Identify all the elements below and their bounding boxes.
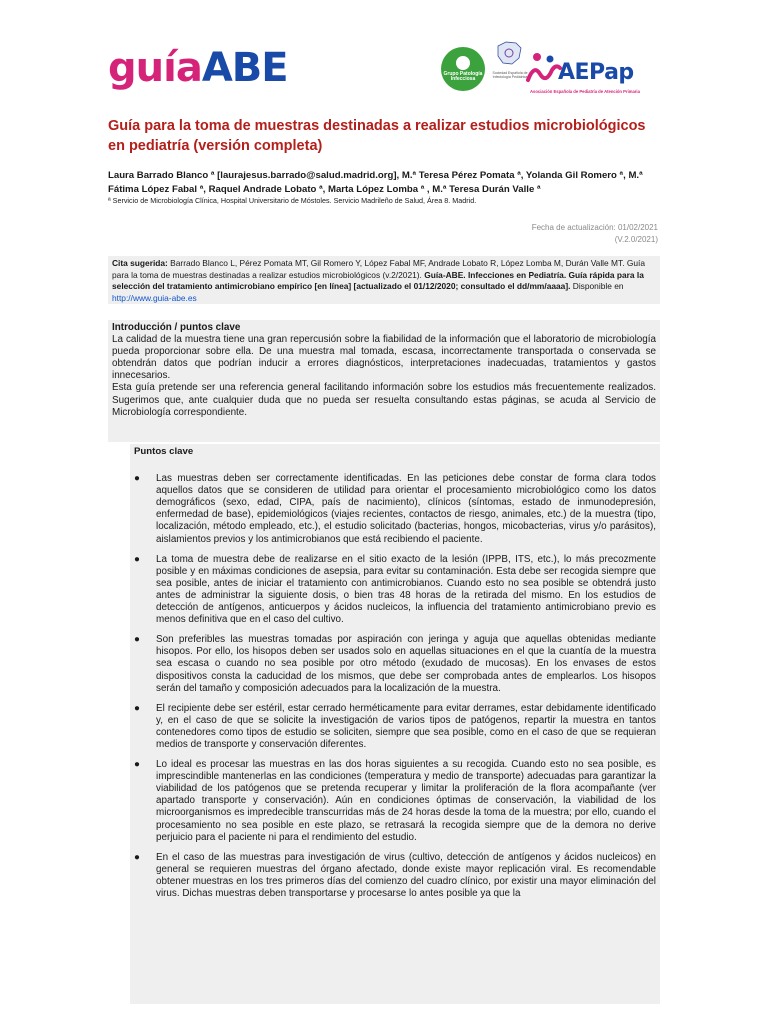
citation-available: Disponible en [570,281,624,291]
seip-map-logo [494,38,524,68]
intro-paragraph-1: La calidad de la muestra tiene una gran repercusión sobre la fiabilidad de la información que el laboratorio de microbiología pueda proporcionar sobre ella. De una muestra mal tomada, escasa, incorrectamente transportada o conservada se obtendrán datos que podrían inducir a errores diagnósticos, interpretaciones inadecuadas, tratamientos y gastos innecesarios. [112,334,656,382]
page-header: guíaABE Grupo Patología Infecciosa Sociedad Española de Infectología Pediátrica AEPap Asociación Española de Pediatría de Atención Primaria [0,0,768,105]
list-item: ● La toma de muestra debe de realizarse en el sitio exacto de la lesión (IPPB, ITS, etc.), lo más precozmente posible y en máximas condiciones de asepsia, para evitar su contaminación. Esta debe ser recogida siempre que sea posible, antes de iniciar el tratamiento con antimicrobianos. Cuando esto no sea posible se obtendrá justo antes de administrar la siguiente dosis, o bien tras 48 horas de la retirada del mismo. En los estudios de detección de antígenos, anticuerpos y ácidos nucleicos, la influencia del tratamiento antimicrobiano previo es menos definitiva que en el caso del cultivo. [134,553,656,626]
key-points-box [130,444,660,1004]
affiliation: ª Servicio de Microbiología Clínica, Hospital Universitario de Móstoles. Servicio Madrileño de Salud, Área 8. Madrid. [108,196,477,205]
document-title: Guía para la toma de muestras destinadas a realizar estudios microbiológicos en pediatría (versión completa) [108,118,646,154]
list-item: ● Son preferibles las muestras tomadas por aspiración con jeringa y aguja que aquellas obtenidas mediante hisopos. Por ello, los hisopos deben ser usados solo en aquellas situaciones en el que la cuantía de la muestra sea escasa o cuando no sea posible por otro método (exudado de mucosas). En los envases de estos dispositivos consta la caducidad de los mismos, que debe ser comprobada antes de emplearlos. Los hisopos serán del tamaño y composición adecuados para la localización de la muestra. [134,634,656,694]
list-item: ● Lo ideal es procesar las muestras en las dos horas siguientes a su recogida. Cuando esto no sea posible, es imprescindible mantenerlas en las condiciones (temperatura y medio de transporte) adecuadas para garantizar la viabilidad de los patógenos que se pretenda recuperar y limitar la proliferación de la flora acompañante (ver apartado transporte y conservación). Aún en condiciones óptimas de conservación, la viabilidad de los microorganismos es impredecible transcurridas más de 24 horas desde la toma de la muestra; por ello, cuando el procesamiento no sea posible en este plazo, se retrasará la recogida siempre que de la demora no derive perjuicio para el paciente ni para el rendimiento del estudio. [134,759,656,843]
bullet-icon: ● [134,473,140,485]
aepap-logo: AEPap Asociación Española de Pediatría de Atención Primaria [526,50,661,100]
citation-label: Cita sugerida: [112,258,168,268]
update-date: Fecha de actualización: 01/02/2021 [531,223,658,232]
person-icon [456,56,470,70]
citation-text: Barrado Blanco L, Pérez Pomata MT, Gil Romero Y, López Fabal MF, Andrade Lobato R, López Lomba M, Durán Valle MT. Guía para la toma de muestras destinadas a realizar estudios microbiológicos (v.2/2021). [112,258,646,280]
update-info [358,222,658,246]
bullet-icon: ● [134,553,140,565]
list-item: ● Las muestras deben ser correctamente identificadas. En las peticiones debe constar de forma clara todos aquellos datos que se consideren de utilidad para orientar el procesamiento microbiológico como los datos demográficos (sexo, edad, CIPA, país de nacimiento), clínicos (síntomas, estado de inmunodepresión, enfermedad de base), epidemiológicos (viajes recientes, contactos de riesgo, animales, etc.) de la muestra (tipo, localización, método empleado, etc.), el estudio solicitado (bacterias, hongos, micobacterias, virus y/o parásitos), aislamientos previos y los antimicrobianos que está recibiendo el paciente. [134,473,656,545]
citation-box [108,256,660,304]
citation-bold: Guía-ABE. Infecciones en Pediatría. Guía rápida para la selección del tratamiento antimicrobiano empírico [en línea] [actualizado el 01/12/2020; consultado el dd/mm/aaaa]. [112,269,644,291]
aepap-figures-icon [526,50,562,86]
guia-abe-link[interactable]: http://www.guia-abe.es [112,292,197,303]
intro-heading: Introducción / puntos clave [112,322,241,333]
bullet-icon: ● [134,702,140,714]
bullet-icon: ● [134,851,140,863]
authors: Laura Barrado Blanco ª [laurajesus.barrado@salud.madrid.org], M.ª Teresa Pérez Pomata ª, Yolanda Gil Romero ª, M.ª Fátima López Fabal ª, Raquel Andrade Lobato ª, Marta López Lomba ª , M.ª Teresa Durán Valle ª [108,170,643,195]
version: (V.2.0/2021) [614,235,658,244]
bullet-icon: ● [134,759,140,771]
key-points-heading: Puntos clave [134,446,194,457]
list-item: ● En el caso de las muestras para investigación de virus (cultivo, detección de antígenos y ácidos nucleicos) en general se requieren muestras del órgano afectado, donde existe mayor replicación viral. Es recomendable obtener muestras en los tres primeros días del comienzo del cuadro clínico, por existir una mayor eliminación del virus. Dichas muestras deben transportarse y procesarse lo antes posible ya que la [134,851,656,899]
grupo-patologia-infecciosa-logo: Grupo Patología Infecciosa [441,47,485,91]
bullet-icon: ● [134,634,140,646]
guia-abe-logo: guíaABE [108,45,288,91]
intro-paragraph-2: Esta guía pretende ser una referencia general facilitando información sobre los estudios más frecuentemente realizados. Sugerimos que, ante cualquier duda que no pueda ser resuelta consultando estas páginas, se acuda al Servicio de Microbiología correspondiente. [112,382,656,418]
list-item: ● El recipiente debe ser estéril, estar cerrado herméticamente para evitar derrames, estar debidamente identificado y, en el caso de que se solicite la investigación de varios tipos de patógenos, repartir la muestra en tantos contenedores como tipos de estudio se soliciten, siempre que sea posible, como en el caso de que se requieran medios de transporte y conservación diferentes. [134,702,656,750]
introduction-box [108,320,660,442]
